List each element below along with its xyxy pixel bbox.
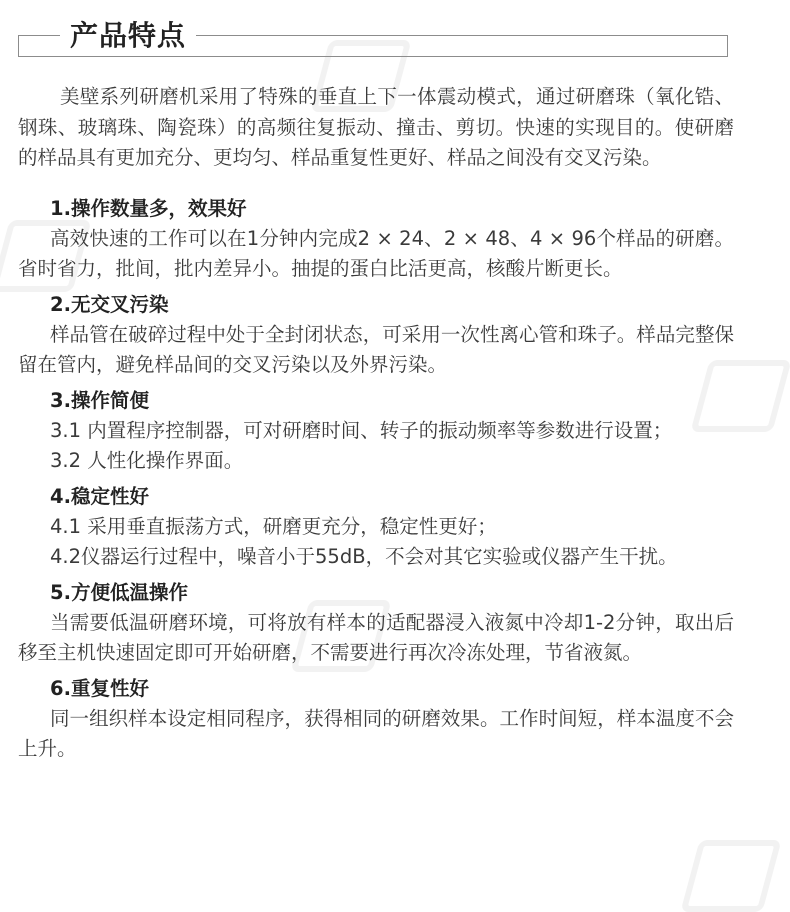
feature-title-6: 6.重复性好	[50, 676, 149, 700]
feature-item-3-1: 3.1 内置程序控制器，可对研磨时间、转子的振动频率等参数进行设置；	[50, 418, 673, 442]
section-header	[18, 12, 730, 60]
page-title: 产品特点	[60, 16, 196, 56]
feature-body-1: 高效快速的工作可以在1分钟内完成2 × 24、2 × 48、4 × 96个样品的研磨。省时省力，批间，批内差异小。抽提的蛋白比活更高，核酸片断更长。	[18, 226, 734, 280]
feature-item-3-2: 3.2 人性化操作界面。	[50, 449, 244, 472]
feature-title-3: 3.操作简便	[50, 388, 149, 412]
intro-paragraph: 美壁系列研磨机采用了特殊的垂直上下一体震动模式，通过研磨珠（氧化锆、钢珠、玻璃珠、陶瓷珠）的高频往复振动、撞击、剪切。快速的实现目的。使研磨的样品具有更加充分、更均匀、样品重复性更好、样品之间没有交叉污染。	[18, 85, 734, 169]
feature-body-5: 当需要低温研磨环境，可将放有样本的适配器浸入液氮中冷却1-2分钟，取出后移至主机快速固定即可开始研磨，不需要进行再次冷冻处理，节省液氮。	[18, 610, 734, 664]
feature-item-4-2: 4.2仪器运行过程中，噪音小于55dB，不会对其它实验或仪器产生干扰。	[50, 545, 678, 568]
feature-title-1: 1.操作数量多，效果好	[50, 196, 247, 220]
feature-title-5: 5.方便低温操作	[50, 580, 188, 604]
feature-body-2: 样品管在破碎过程中处于全封闭状态，可采用一次性离心管和珠子。样品完整保留在管内，避免样品间的交叉污染以及外界污染。	[18, 322, 734, 376]
feature-body-6: 同一组织样本设定相同程序，获得相同的研磨效果。工作时间短，样本温度不会上升。	[18, 706, 734, 760]
feature-item-4-1: 4.1 采用垂直振荡方式，研磨更充分，稳定性更好；	[50, 514, 497, 538]
features-content	[18, 82, 734, 765]
feature-title-4: 4.稳定性好	[50, 484, 149, 508]
watermark-logo	[690, 840, 772, 912]
feature-title-2: 2.无交叉污染	[50, 292, 169, 316]
